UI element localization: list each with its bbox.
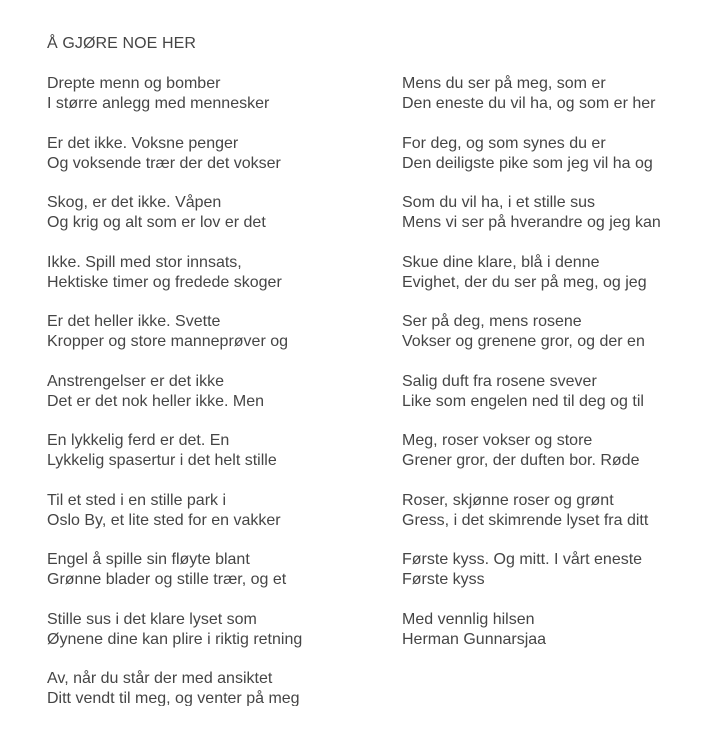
- poem-line: Drepte menn og bomber: [47, 75, 221, 92]
- poem-line: Ser på deg, mens rosene: [402, 313, 582, 330]
- poem-column-right: [402, 74, 712, 669]
- poem-line: Det er det nok heller ikke. Men: [47, 392, 264, 410]
- poem-line: Mens du ser på meg, som er: [402, 75, 606, 92]
- stanza: [402, 491, 712, 531]
- stanza: [47, 372, 387, 412]
- poem-line: Engel å spille sin fløyte blant: [47, 551, 250, 568]
- poem-line: En lykkelig ferd er det. En: [47, 432, 230, 449]
- poem-line: Evighet, der du ser på meg, og jeg: [402, 273, 647, 291]
- stanza: [47, 550, 387, 590]
- poem-title: Å GJØRE NOE HER: [47, 35, 197, 52]
- poem-line: Lykkelig spasertur i det helt stille: [47, 452, 277, 469]
- poem-line: Og voksende trær der det vokser: [47, 154, 281, 172]
- stanza: [47, 491, 387, 531]
- poem-line: Er det heller ikke. Svette: [47, 313, 221, 330]
- poem-line: Den eneste du vil ha, og som er her: [402, 95, 656, 112]
- poem-line: Roser, skjønne roser og grønt: [402, 491, 614, 509]
- poem-line: Grønne blader og stille trær, og et: [47, 571, 287, 588]
- poem-line: Grener gror, der duften bor. Røde: [402, 452, 640, 469]
- poem-line: Meg, roser vokser og store: [402, 432, 593, 449]
- poem-line: Gress, i det skimrende lyset fra ditt: [402, 511, 649, 529]
- stanza: [47, 610, 387, 650]
- poem-line: Som du vil ha, i et stille sus: [402, 194, 595, 211]
- stanza: [47, 431, 387, 471]
- stanza: [402, 253, 712, 293]
- stanza: [402, 74, 712, 114]
- poem-line: Salig duft fra rosene svever: [402, 372, 597, 390]
- poem-line: I større anlegg med mennesker: [47, 95, 270, 112]
- poem-line: Vokser og grenene gror, og der en: [402, 333, 645, 350]
- poem-line: Første kyss. Og mitt. I vårt eneste: [402, 551, 643, 568]
- poem-line: Skue dine klare, blå i denne: [402, 253, 600, 271]
- poem-column-left: [47, 74, 387, 706]
- stanza: [47, 74, 387, 114]
- stanza: [47, 193, 387, 233]
- stanza: [47, 312, 387, 352]
- poem-line: Av, når du står der med ansiktet: [47, 670, 273, 687]
- poem-line: Og krig og alt som er lov er det: [47, 214, 266, 231]
- stanza: [402, 372, 712, 412]
- stanza: [47, 669, 387, 706]
- poem-line: Første kyss: [402, 571, 485, 588]
- signature: [402, 610, 712, 650]
- stanza: [402, 312, 712, 352]
- poem-line: Øynene dine kan plire i riktig retning: [47, 630, 303, 648]
- poem-line: Hektiske timer og fredede skoger: [47, 273, 282, 291]
- poem-line: Skog, er det ikke. Våpen: [47, 194, 222, 211]
- poem-line: Like som engelen ned til deg og til: [402, 392, 644, 410]
- stanza: [47, 253, 387, 293]
- poem-line: Mens vi ser på hverandre og jeg kan: [402, 214, 661, 231]
- closing-line: Med vennlig hilsen: [402, 610, 535, 628]
- poem-line: Ikke. Spill med stor innsats,: [47, 253, 242, 271]
- stanza: [402, 431, 712, 471]
- poem-line: Er det ikke. Voksne penger: [47, 134, 239, 152]
- poem-line: Ditt vendt til meg, og venter på meg: [47, 690, 300, 706]
- poem-line: Den deiligste pike som jeg vil ha og: [402, 154, 653, 172]
- stanza: [402, 550, 712, 590]
- poem-line: Anstrengelser er det ikke: [47, 372, 224, 390]
- stanza: [402, 193, 712, 233]
- poem-line: For deg, og som synes du er: [402, 134, 606, 152]
- poem-line: Kropper og store manneprøver og: [47, 333, 289, 350]
- stanza: [402, 134, 712, 174]
- poem-line: Til et sted i en stille park i: [47, 491, 227, 509]
- author-name: Herman Gunnarsjaa: [402, 630, 547, 648]
- stanza: [47, 134, 387, 174]
- poem-line: Oslo By, et lite sted for en vakker: [47, 511, 281, 529]
- poem-line: Stille sus i det klare lyset som: [47, 610, 257, 628]
